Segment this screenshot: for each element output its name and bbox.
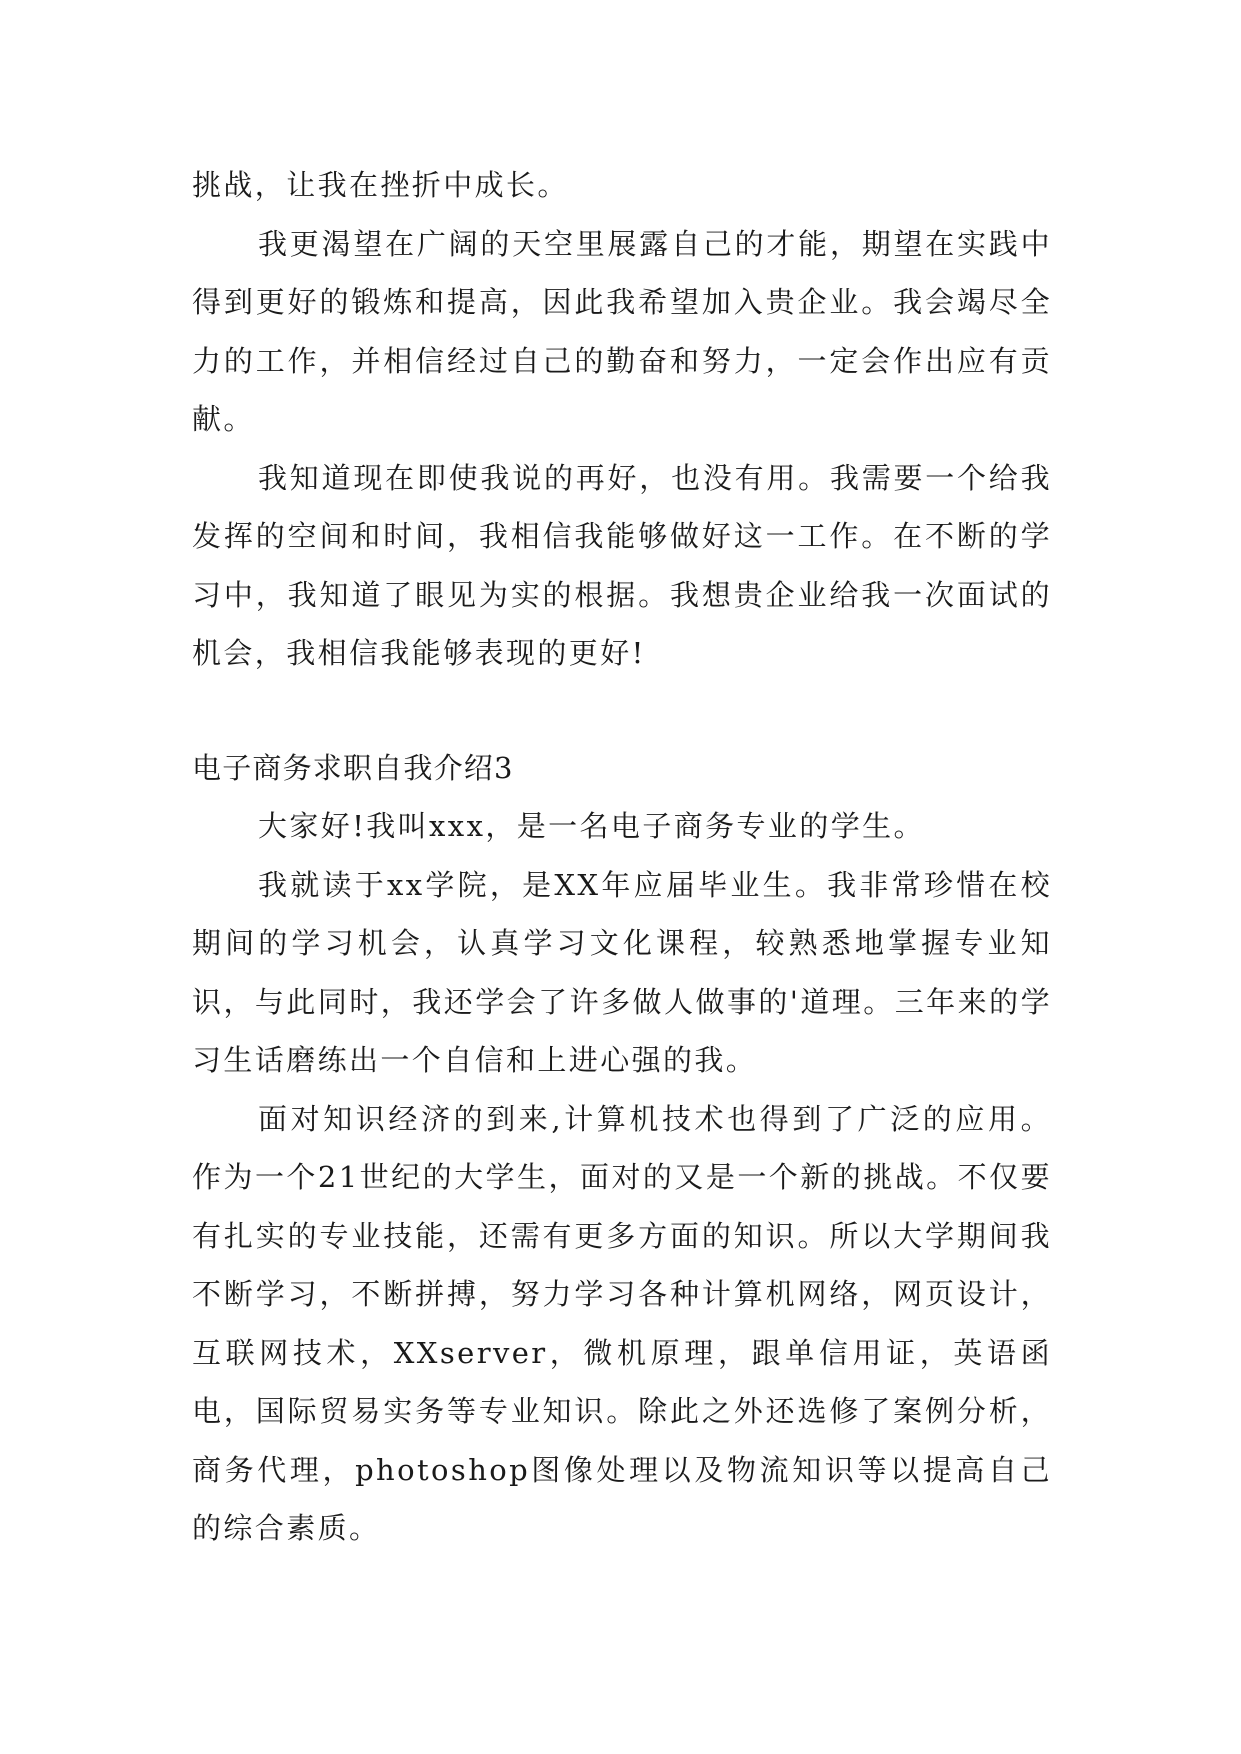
- paragraph-interview-request: 我知道现在即使我说的再好，也没有用。我需要一个给我发挥的空间和时间，我相信我能够做好这一工作。在不断的学习中，我知道了眼见为实的根据。我想贵企业给我一次面试的机会，我相信我能够表现的更好!: [192, 460, 1052, 670]
- document-body: [192, 156, 1052, 1558]
- paragraph-skills: 面对知识经济的到来,计算机技术也得到了广泛的应用。作为一个21世纪的大学生，面对的又是一个新的挑战。不仅要有扎实的专业技能，还需有更多方面的知识。所以大学期间我不断学习，不断拼搏，努力学习各种计算机网络，网页设计，互联网技术，XXserver，微机原理，跟单信用证，英语函电，国际贸易实务等专业知识。除此之外还选修了案例分析，商务代理，photoshop图像处理以及物流知识等以提高自己的综合素质。: [192, 1101, 1052, 1545]
- paragraph-education: 我就读于xx学院，是XX年应届毕业生。我非常珍惜在校期间的学习机会，认真学习文化课程，较熟悉地掌握专业知识，与此同时，我还学会了许多做人做事的'道理。三年来的学习生话磨练出一个自信和上进心强的我。: [192, 867, 1052, 1077]
- section-heading: 电子商务求职自我介绍3: [192, 750, 514, 785]
- paragraph-greeting: 大家好!我叫xxx，是一名电子商务专业的学生。: [258, 809, 925, 843]
- paragraph-continuation: 挑战，让我在挫折中成长。: [192, 168, 569, 202]
- paragraph-aspiration: 我更渴望在广阔的天空里展露自己的才能，期望在实践中得到更好的锻炼和提高，因此我希望加入贵企业。我会竭尽全力的工作，并相信经过自己的勤奋和努力，一定会作出应有贡献。: [192, 226, 1052, 436]
